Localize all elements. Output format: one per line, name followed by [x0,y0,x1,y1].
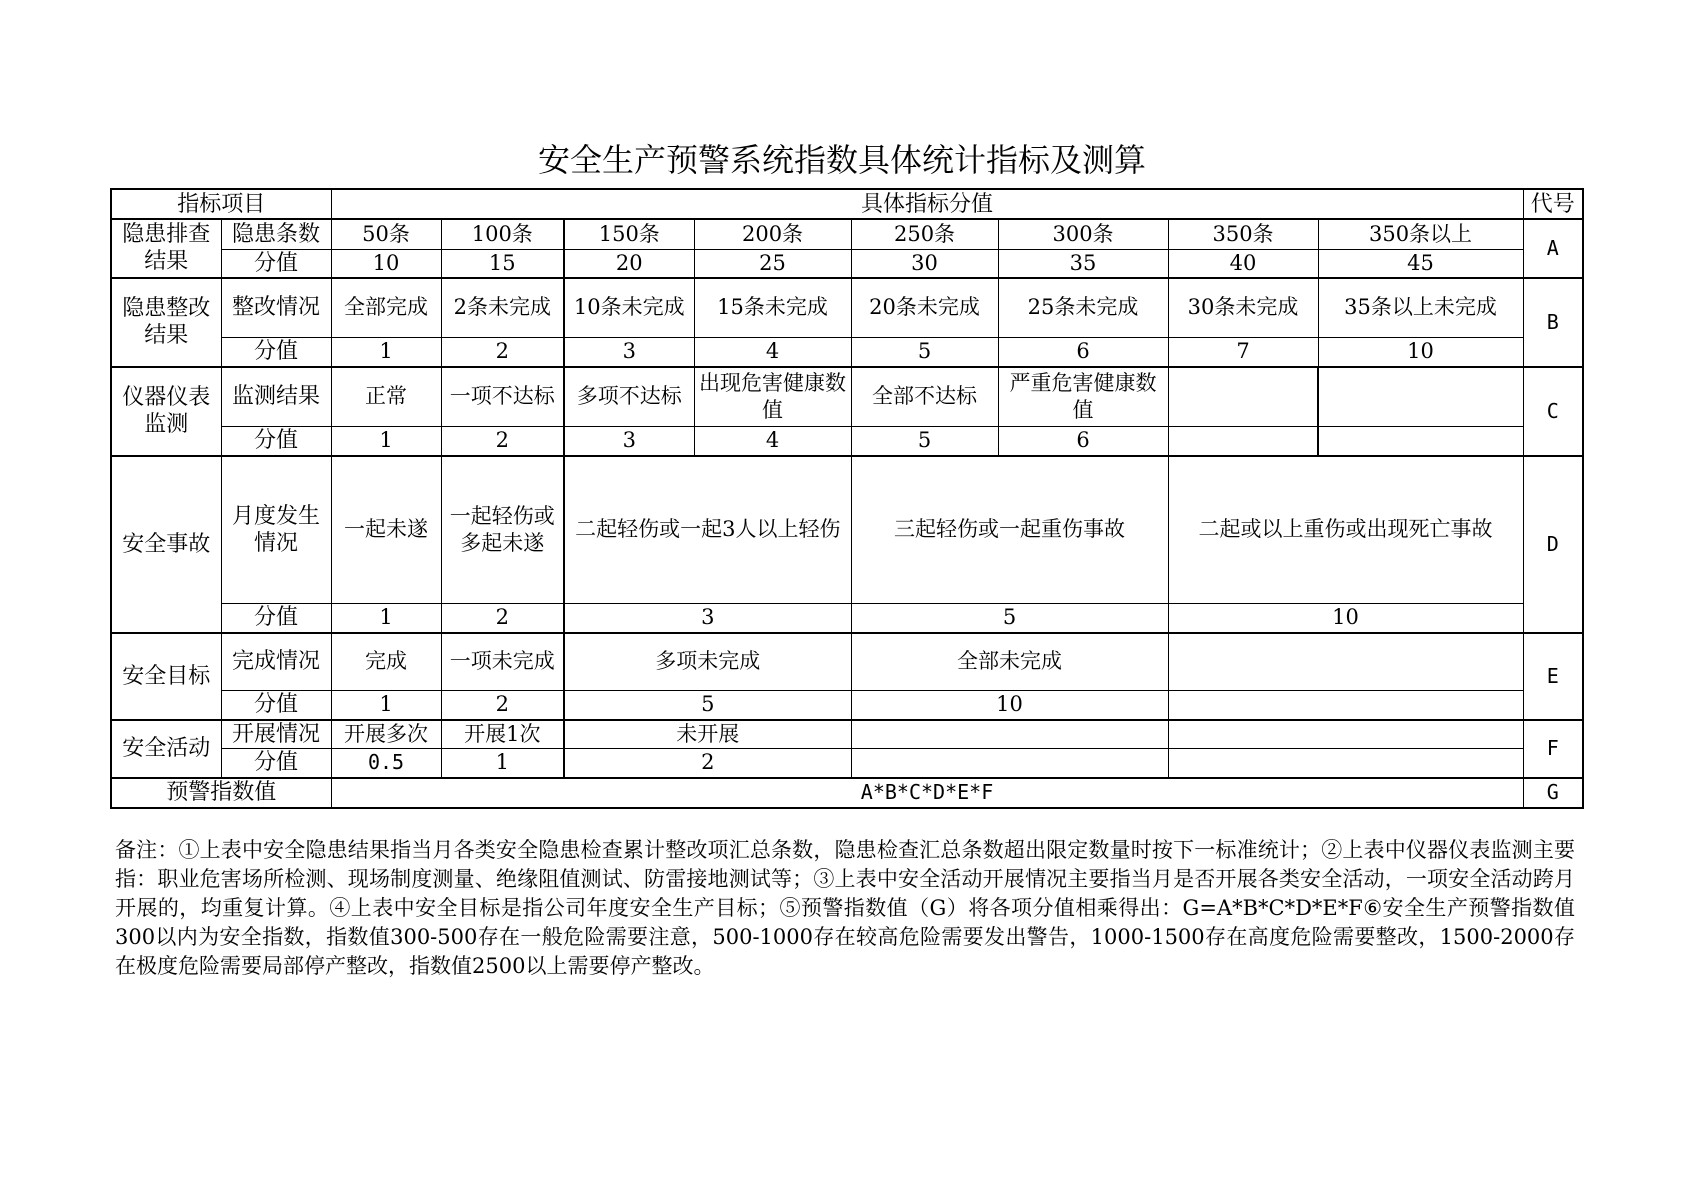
code-cell: D [1523,456,1583,633]
category-target: 安全目标 [111,633,221,720]
sub-label: 分值 [221,249,331,278]
score-cell: 40 [1168,249,1318,278]
score-cell [1168,691,1523,720]
category-rectification: 隐患整改结果 [111,278,221,367]
score-cell: 5 [851,604,1168,633]
warning-formula: A*B*C*D*E*F [331,778,1523,808]
score-cell: 6 [998,427,1168,456]
sub-label: 月度发生情况 [221,456,331,604]
score-cell [1168,749,1523,778]
level-cell: 全部不达标 [851,367,998,427]
sub-label: 分值 [221,691,331,720]
table-row [111,604,1583,633]
level-cell: 一起未遂 [331,456,441,604]
level-cell [1168,720,1523,749]
sub-label: 完成情况 [221,633,331,691]
level-cell: 开展多次 [331,720,441,749]
level-cell: 15条未完成 [694,278,851,338]
score-cell: 35 [998,249,1168,278]
code-cell: G [1523,778,1583,808]
table-row [111,749,1583,778]
level-cell: 200条 [694,219,851,249]
level-cell: 350条以上 [1318,219,1523,249]
score-cell: 1 [331,691,441,720]
table-row [111,367,1583,427]
score-cell: 2 [564,749,851,778]
score-cell: 5 [564,691,851,720]
level-cell: 2条未完成 [441,278,564,338]
footnote: 备注：①上表中安全隐患结果指当月各类安全隐患检查累计整改项汇总条数，隐患检查汇总条数超出限定数量时按下一标准统计；②上表中仪器仪表监测主要指：职业危害场所检测、现场制度测量、绝缘阻值测试、防雷接地测试等；③上表中安全活动开展情况主要指当月是否开展各类安全活动，一项安全活动跨月开展的，均重复计算。④上表中安全目标是指公司年度安全生产目标；⑤预警指数值（G）将各项分值相乘得出：G=A*B*C*D*E*F⑥安全生产预警指数值300以内为安全指数，指数值300-500存在一般危险需要注意，500-1000存在较高危险需要发出警告，1000-1500存在高度危险需要整改，1500-2000存在极度危险需要局部停产整改，指数值2500以上需要停产整改。 [115,838,1575,978]
level-cell: 未开展 [564,720,851,749]
category-hazard-check: 隐患排查结果 [111,219,221,278]
score-cell: 0.5 [331,749,441,778]
score-cell: 10 [851,691,1168,720]
score-cell: 1 [331,338,441,367]
level-cell [1318,367,1523,427]
score-cell: 1 [331,604,441,633]
sub-label: 隐患条数 [221,219,331,249]
category-instrument: 仪器仪表监测 [111,367,221,456]
code-cell: E [1523,633,1583,720]
category-activity: 安全活动 [111,720,221,778]
document-title: 安全生产预警系统指数具体统计指标及测算 [537,141,1146,179]
score-cell: 3 [564,338,694,367]
score-cell: 3 [564,604,851,633]
score-cell: 2 [441,604,564,633]
code-cell: A [1523,219,1583,278]
level-cell [851,720,1168,749]
table-row [111,633,1583,691]
level-cell: 正常 [331,367,441,427]
level-cell: 50条 [331,219,441,249]
level-cell: 二起轻伤或一起3人以上轻伤 [564,456,851,604]
score-cell: 10 [331,249,441,278]
sub-label: 分值 [221,338,331,367]
score-cell: 6 [998,338,1168,367]
score-cell: 25 [694,249,851,278]
level-cell: 一项不达标 [441,367,564,427]
level-cell: 25条未完成 [998,278,1168,338]
level-cell: 多项未完成 [564,633,851,691]
sub-label: 开展情况 [221,720,331,749]
level-cell: 250条 [851,219,998,249]
level-cell: 一起轻伤或多起未遂 [441,456,564,604]
category-accident: 安全事故 [111,456,221,633]
score-cell: 10 [1168,604,1523,633]
level-cell: 30条未完成 [1168,278,1318,338]
header-item: 指标项目 [111,189,331,219]
code-cell: B [1523,278,1583,367]
header-values: 具体指标分值 [331,189,1523,219]
sub-label: 分值 [221,749,331,778]
level-cell: 全部完成 [331,278,441,338]
score-cell: 5 [851,427,998,456]
score-cell [1168,427,1318,456]
sub-label: 分值 [221,604,331,633]
level-cell: 35条以上未完成 [1318,278,1523,338]
score-cell: 1 [331,427,441,456]
score-cell: 30 [851,249,998,278]
score-cell: 2 [441,691,564,720]
score-cell: 4 [694,338,851,367]
level-cell: 20条未完成 [851,278,998,338]
level-cell: 全部未完成 [851,633,1168,691]
level-cell: 开展1次 [441,720,564,749]
table-row [111,338,1583,367]
score-cell: 20 [564,249,694,278]
table-row [111,720,1583,749]
score-cell [851,749,1168,778]
indicator-table [110,188,1584,809]
sub-label: 监测结果 [221,367,331,427]
level-cell: 三起轻伤或一起重伤事故 [851,456,1168,604]
header-row [111,189,1583,219]
table-row [111,219,1583,249]
sub-label: 整改情况 [221,278,331,338]
table-row [111,278,1583,338]
score-cell: 45 [1318,249,1523,278]
table-row [111,691,1583,720]
score-cell: 5 [851,338,998,367]
header-code: 代号 [1523,189,1583,219]
level-cell: 100条 [441,219,564,249]
level-cell: 150条 [564,219,694,249]
table-row [111,427,1583,456]
level-cell [1168,633,1523,691]
level-cell: 出现危害健康数值 [694,367,851,427]
table-row [111,249,1583,278]
table-row [111,456,1583,604]
score-cell: 2 [441,427,564,456]
level-cell: 多项不达标 [564,367,694,427]
table-row [111,778,1583,808]
code-cell: F [1523,720,1583,778]
sub-label: 分值 [221,427,331,456]
score-cell: 2 [441,338,564,367]
level-cell: 一项未完成 [441,633,564,691]
level-cell: 350条 [1168,219,1318,249]
score-cell: 4 [694,427,851,456]
score-cell: 10 [1318,338,1523,367]
score-cell: 7 [1168,338,1318,367]
code-cell: C [1523,367,1583,456]
score-cell [1318,427,1523,456]
score-cell: 15 [441,249,564,278]
level-cell: 300条 [998,219,1168,249]
level-cell: 10条未完成 [564,278,694,338]
level-cell: 完成 [331,633,441,691]
level-cell: 二起或以上重伤或出现死亡事故 [1168,456,1523,604]
score-cell: 1 [441,749,564,778]
score-cell: 3 [564,427,694,456]
level-cell: 严重危害健康数值 [998,367,1168,427]
warning-label: 预警指数值 [111,778,331,808]
level-cell [1168,367,1318,427]
